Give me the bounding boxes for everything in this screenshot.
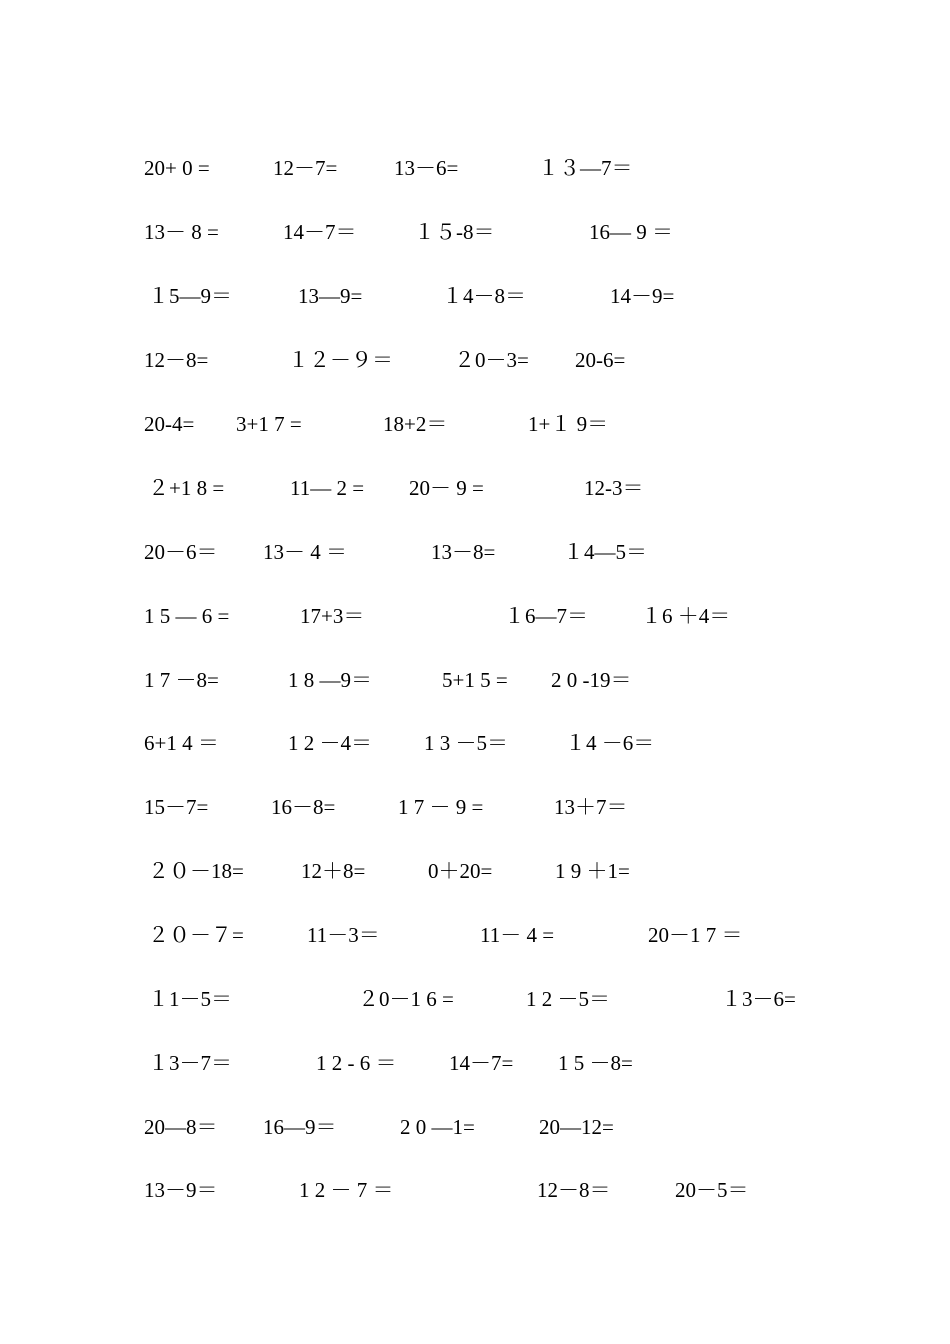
equation: 13—9= — [298, 284, 363, 308]
equation: 1 5 －8= — [558, 1051, 633, 1075]
equation: 12－8＝ — [537, 1178, 611, 1202]
equation: 11－3＝ — [307, 923, 380, 947]
equation: 1 7 －8= — [144, 668, 219, 692]
equation: ２0－3= — [454, 348, 529, 372]
equation: 13＋7＝ — [554, 795, 628, 819]
equation: 16—9＝ — [263, 1115, 337, 1139]
equation: 12-3＝ — [584, 476, 644, 500]
equation: 14－7＝ — [283, 220, 357, 244]
equation: 1 8 —9＝ — [288, 668, 372, 692]
equation: 1 2 － 7 ＝ — [299, 1178, 394, 1202]
equation: 2 0 -19＝ — [551, 668, 632, 692]
equation: ２０－18= — [148, 859, 244, 883]
equation: １4 －6＝ — [565, 731, 655, 755]
equation: 5+1 5 = — [442, 668, 508, 692]
equation: 1 7 － 9 = — [398, 795, 484, 819]
equation: 20—12= — [539, 1115, 614, 1139]
equation: 11－ 4 = — [480, 923, 555, 947]
equation: 20－6＝ — [144, 540, 218, 564]
equation: １4—5＝ — [563, 540, 647, 564]
equation: 1 3 －5＝ — [424, 731, 508, 755]
equation: 13－ 8 = — [144, 220, 219, 244]
equation: １4－8＝ — [442, 284, 526, 308]
equation: １6—7＝ — [504, 604, 588, 628]
equation: 13－8= — [431, 540, 496, 564]
equation: ２０－７= — [148, 923, 244, 947]
equation: 20—8＝ — [144, 1115, 218, 1139]
equation: 1 9 ＋1= — [555, 859, 630, 883]
equation: １５-8＝ — [414, 220, 495, 244]
equation: 13－9＝ — [144, 1178, 218, 1202]
equation: １３—7＝ — [538, 156, 633, 180]
equation: 6+1 4 ＝ — [144, 731, 219, 755]
equation: 12＋8= — [301, 859, 366, 883]
equation: 17+3＝ — [300, 604, 365, 628]
equation: １1－5＝ — [148, 987, 232, 1011]
equation: ２0－1 6 = — [358, 987, 454, 1011]
equation: 20+ 0 = — [144, 156, 210, 180]
equation: 18+2＝ — [383, 412, 448, 436]
equation: 14－9= — [610, 284, 675, 308]
equation: 1+１ 9＝ — [528, 412, 609, 436]
equation: 1 5 — 6 = — [144, 604, 230, 628]
equation: 0＋20= — [428, 859, 493, 883]
equation: １3－6= — [721, 987, 796, 1011]
equation: 20－ 9 = — [409, 476, 484, 500]
equation: 1 2 －5＝ — [526, 987, 610, 1011]
equation: 15－7= — [144, 795, 209, 819]
equation: 16－8= — [271, 795, 336, 819]
equation: 13－ 4 ＝ — [263, 540, 347, 564]
equation: 2 0 —1= — [400, 1115, 475, 1139]
equation: 12－7= — [273, 156, 338, 180]
equation: 12－8= — [144, 348, 209, 372]
equation: 20－5＝ — [675, 1178, 749, 1202]
equation: １3－7＝ — [148, 1051, 232, 1075]
equation: １6 ＋4＝ — [641, 604, 731, 628]
equation: 1 2 - 6 ＝ — [316, 1051, 397, 1075]
equation: 3+1 7 = — [236, 412, 302, 436]
equation: 16— 9 ＝ — [589, 220, 673, 244]
equation: ２+1 8 = — [148, 476, 225, 500]
equation: 11— 2 = — [290, 476, 365, 500]
equation: 20-6= — [575, 348, 626, 372]
equation: 14－7= — [449, 1051, 514, 1075]
equation: 13－6= — [394, 156, 459, 180]
equation: 20－1 7 ＝ — [648, 923, 743, 947]
equation: １5—9＝ — [148, 284, 232, 308]
equation: １２－９＝ — [288, 348, 393, 372]
equation: 1 2 －4＝ — [288, 731, 372, 755]
equation: 20-4= — [144, 412, 195, 436]
